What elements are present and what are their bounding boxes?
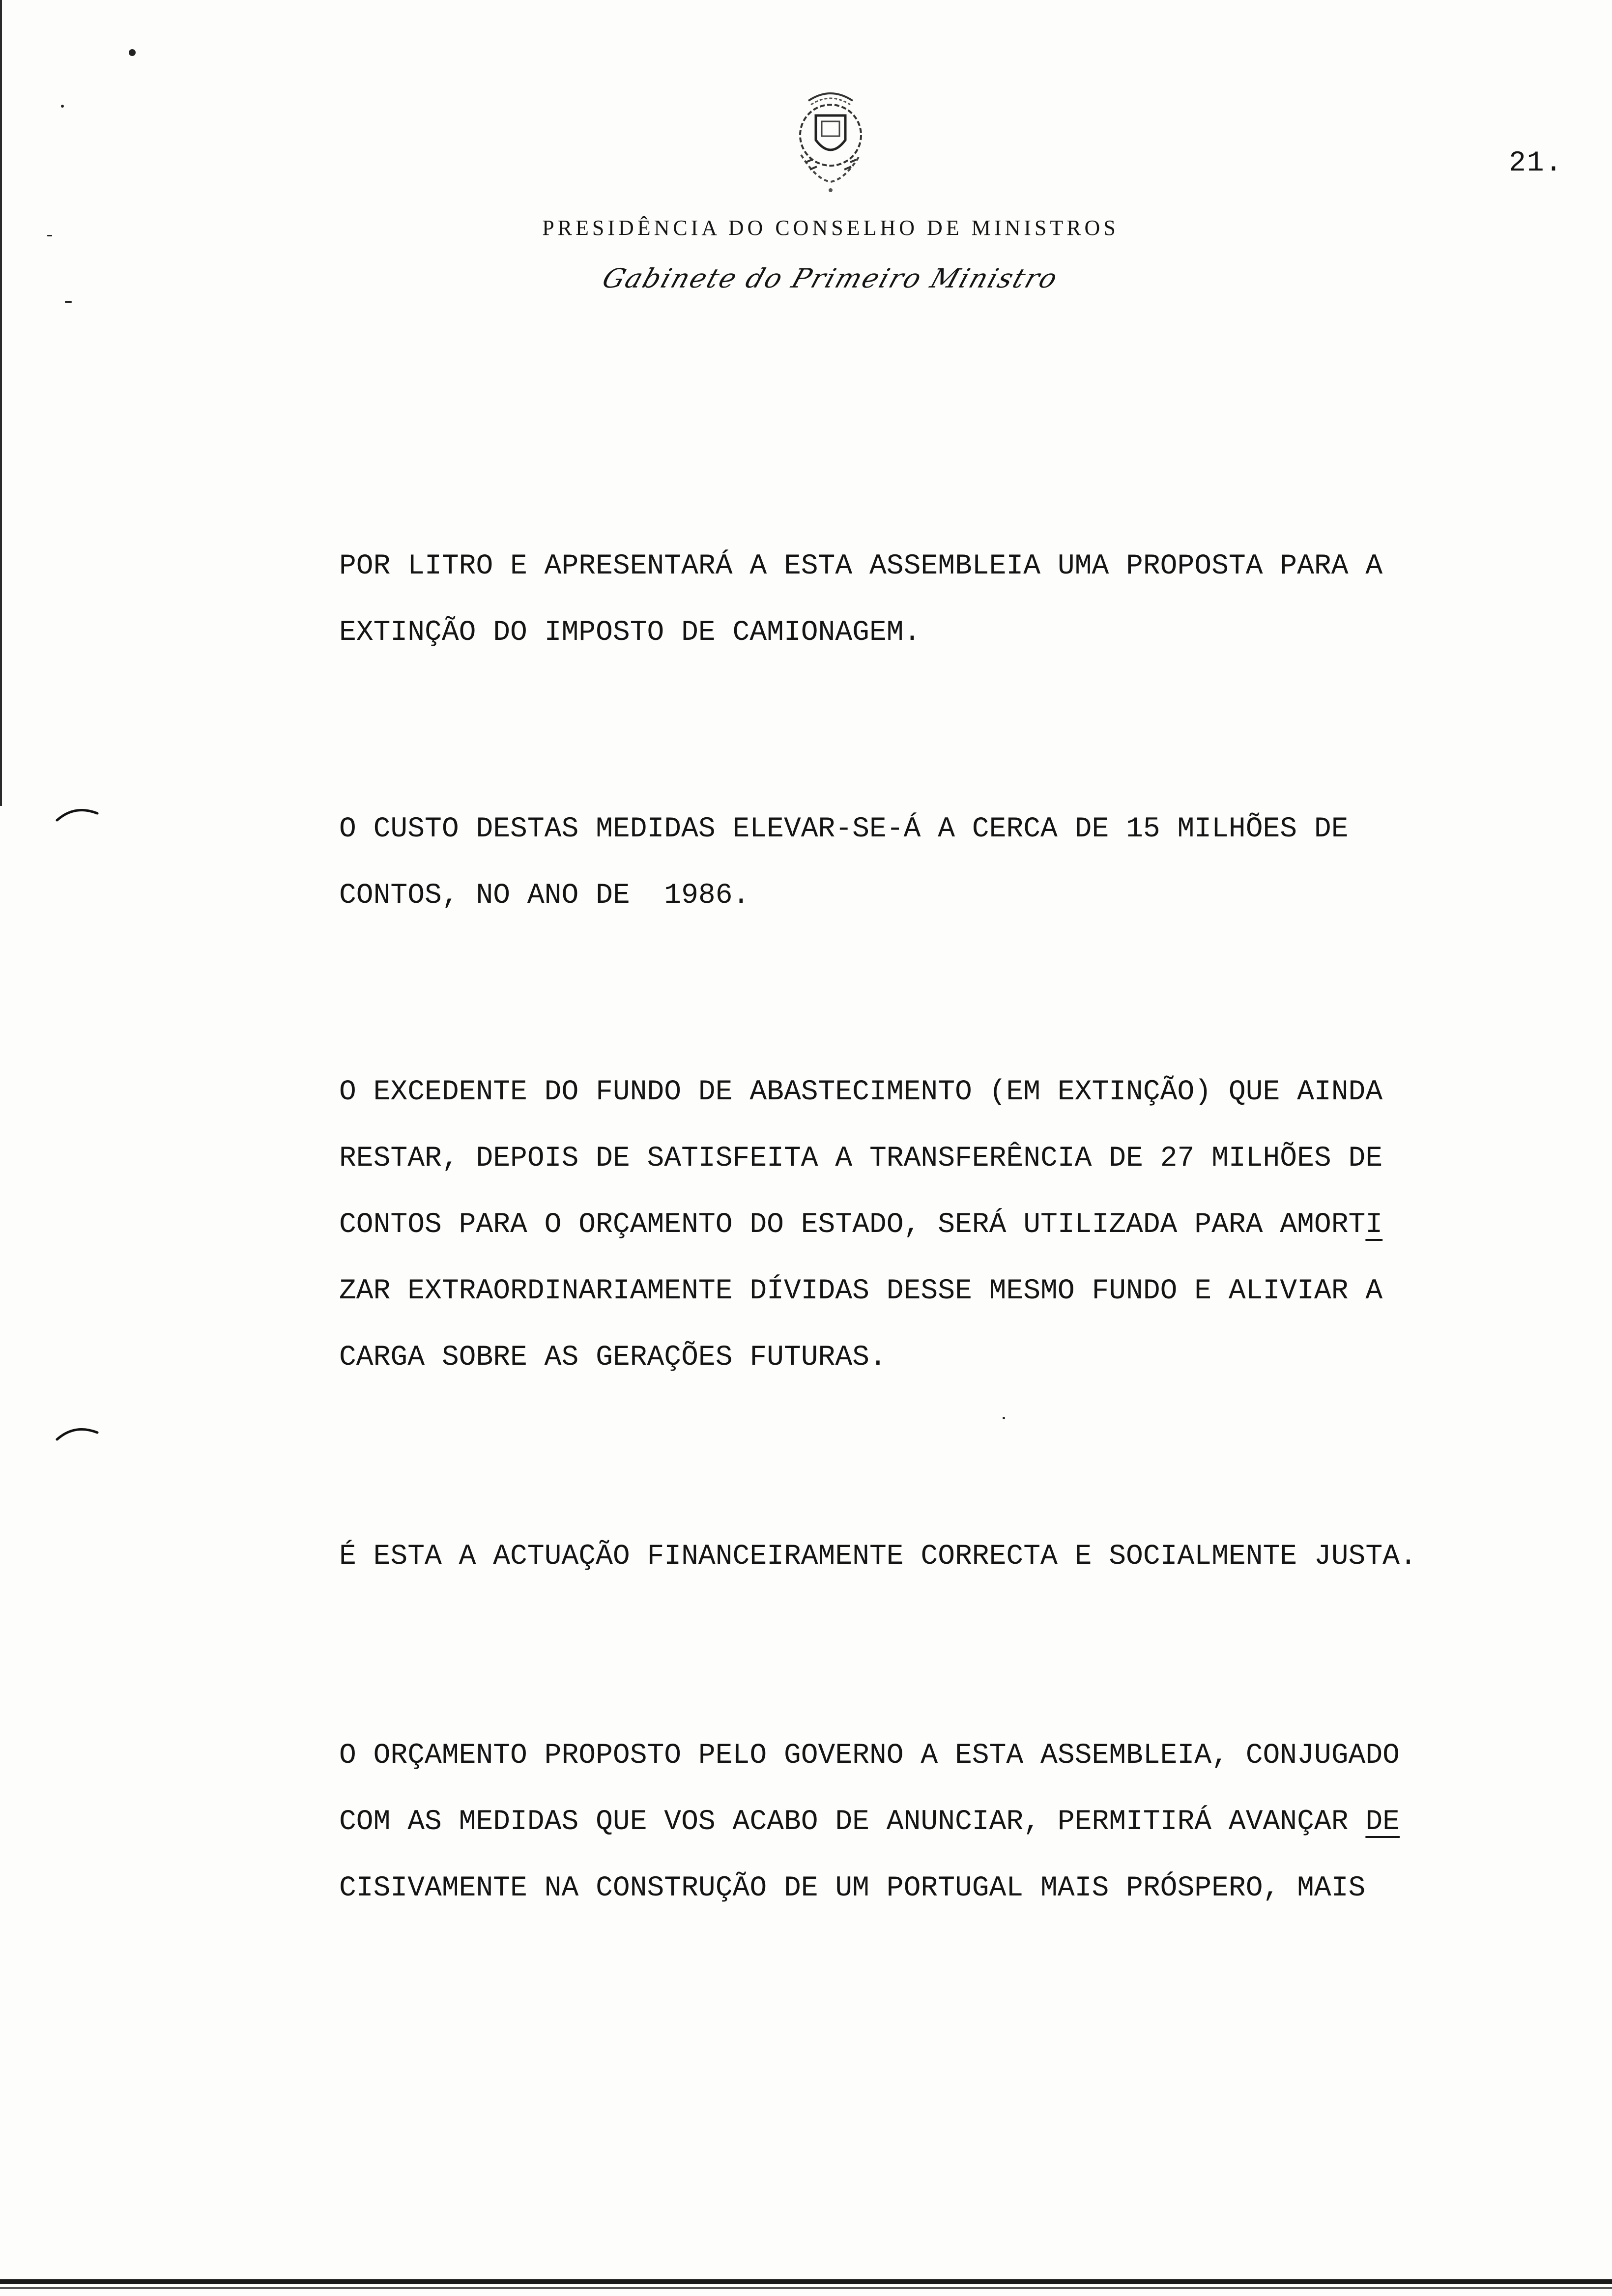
text-line: O CUSTO DESTAS MEDIDAS ELEVAR-SE-Á A CERCA DE 15 MILHÕES DE bbox=[339, 813, 1349, 845]
letterhead-title: PRESIDÊNCIA DO CONSELHO DE MINISTROS bbox=[542, 216, 1119, 240]
text-segment: CONTOS PARA O ORÇAMENTO DO ESTADO, SERÁ UTILIZADA PARA AMORT bbox=[339, 1209, 1366, 1241]
text-line: CONTOS, NO ANO DE 1986. bbox=[339, 880, 750, 912]
text-line: EXTINÇÃO DO IMPOSTO DE CAMIONAGEM. bbox=[339, 617, 921, 649]
scan-speck bbox=[65, 301, 72, 303]
document-body bbox=[339, 533, 1597, 1922]
text-line: CISIVAMENTE NA CONSTRUÇÃO DE UM PORTUGAL MAIS PRÓSPERO, MAIS bbox=[339, 1872, 1366, 1904]
text-line: É ESTA A ACTUAÇÃO FINANCEIRAMENTE CORRECTA E SOCIALMENTE JUSTA. bbox=[339, 1541, 1417, 1573]
scan-bottom-edge-shadow bbox=[0, 2287, 1612, 2289]
page-number: 21. bbox=[1509, 147, 1563, 179]
scan-speck bbox=[129, 49, 136, 56]
text-segment: COM AS MEDIDAS QUE VOS ACABO DE ANUNCIAR, PERMITIRÁ AVANÇAR bbox=[339, 1806, 1366, 1838]
text-line: CARGA SOBRE AS GERAÇÕES FUTURAS. bbox=[339, 1342, 887, 1374]
text-line: O EXCEDENTE DO FUNDO DE ABASTECIMENTO (EM EXTINÇÃO) QUE AINDA bbox=[339, 1076, 1383, 1108]
text-line: POR LITRO E APRESENTARÁ A ESTA ASSEMBLEIA UMA PROPOSTA PARA A bbox=[339, 550, 1383, 582]
text-line: RESTAR, DEPOIS DE SATISFEITA A TRANSFERÊNCIA DE 27 MILHÕES DE bbox=[339, 1143, 1383, 1175]
paragraph bbox=[339, 1059, 1597, 1391]
paragraph bbox=[339, 1523, 1597, 1590]
hyphenation-mark: I bbox=[1365, 1209, 1383, 1241]
scan-edge-mark bbox=[0, 767, 1, 796]
scan-bottom-edge bbox=[0, 2279, 1612, 2284]
coat-of-arms-icon bbox=[781, 81, 880, 199]
punch-hole-mark bbox=[55, 804, 99, 823]
paragraph bbox=[339, 1722, 1597, 1922]
text-line bbox=[339, 1192, 1597, 1258]
paragraph bbox=[339, 796, 1597, 929]
hyphenation-mark: DE bbox=[1365, 1806, 1400, 1838]
paragraph bbox=[339, 533, 1597, 666]
letterhead-office: Gabinete do Primeiro Ministro bbox=[598, 263, 1063, 294]
punch-hole-mark bbox=[55, 1423, 99, 1442]
text-line: ZAR EXTRAORDINARIAMENTE DÍVIDAS DESSE MESMO FUNDO E ALIVIAR A bbox=[339, 1275, 1383, 1307]
scan-edge-left bbox=[0, 0, 2, 806]
scan-speck bbox=[61, 105, 64, 108]
text-line: O ORÇAMENTO PROPOSTO PELO GOVERNO A ESTA ASSEMBLEIA, CONJUGADO bbox=[339, 1740, 1400, 1772]
text-line bbox=[339, 1789, 1597, 1855]
